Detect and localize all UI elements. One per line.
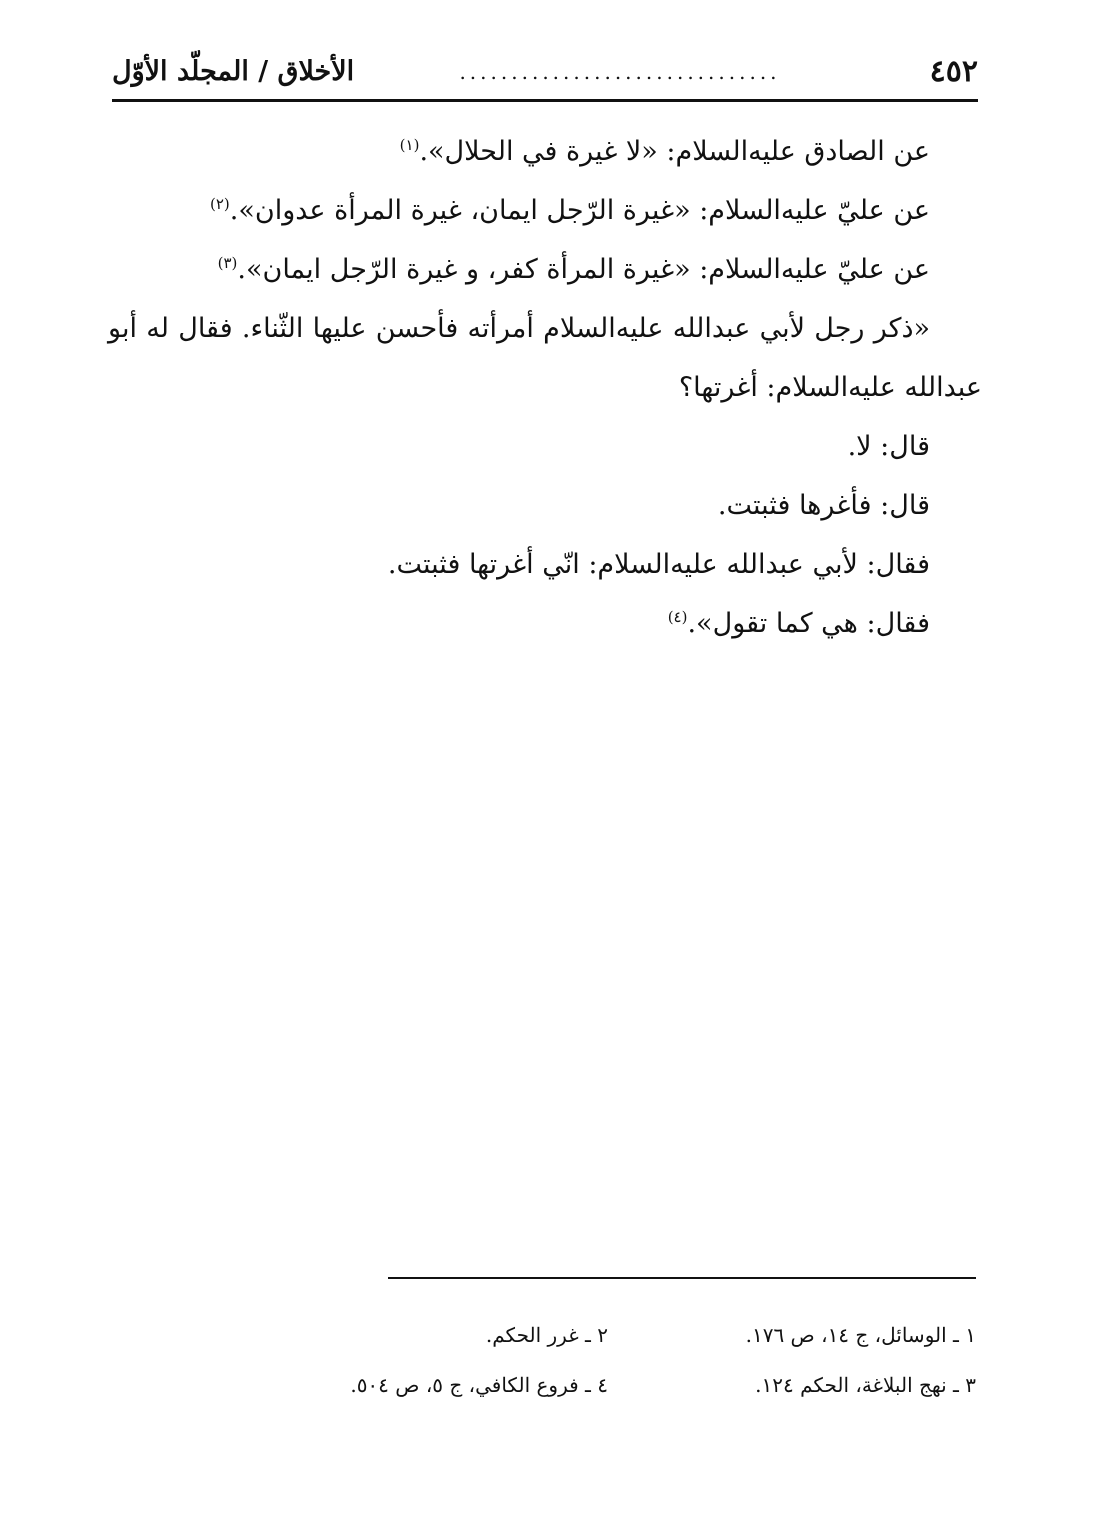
header-dot-leader: ...............................: [459, 60, 781, 84]
hadith-paragraph: عن الصادق عليه‌السلام: «لا غيرة في الحلال».$^{(١)}$: [399, 136, 930, 167]
running-title: الأخلاق / المجلّد الأوّل: [112, 56, 355, 87]
footnote-mark: (٤): [667, 608, 688, 626]
dialogue-line: قال: لا.: [847, 431, 930, 462]
footnote-item: ٣ ـ نهج البلاغة، الحكم ١٢٤.: [755, 1373, 976, 1397]
footnote-row: [240, 1360, 976, 1410]
dialogue-line: فقال: هي كما تقول».$^{(٤)}$: [667, 608, 930, 639]
footnote-rule: [388, 1277, 976, 1279]
header-rule: [112, 99, 978, 102]
hadith-paragraph: عن عليّ عليه‌السلام: «غيرة الرّجل ايمان، غيرة المرأة عدوان».$^{(٢)}$: [209, 195, 930, 226]
footnote-item: ١ ـ الوسائل، ج ١٤، ص ١٧٦.: [745, 1323, 976, 1347]
footnote-item: ٢ ـ غرر الحكم.: [485, 1323, 608, 1347]
page-number: ٤٥٢: [929, 54, 978, 89]
dialogue-line: فقال: لأبي عبدالله عليه‌السلام: انّي أغرتها فثبتت.: [387, 549, 930, 580]
footnote-mark: (١): [399, 136, 420, 154]
footnote-item: ٤ ـ فروع الكافي، ج ٥، ص ٥٠٤.: [350, 1373, 608, 1397]
hadith-paragraph: عن عليّ عليه‌السلام: «غيرة المرأة كفر، و غيرة الرّجل ايمان».$^{(٣)}$: [217, 254, 930, 285]
dialogue-line: قال: فأغرها فثبتت.: [717, 490, 930, 521]
body-text: [108, 122, 982, 653]
footnote-mark: (٣): [217, 254, 238, 272]
hadith-paragraph: «ذكر رجل لأبي عبدالله عليه‌السلام أمرأته فأحسن عليها الثّناء. فقال له أبو عبدالله عليه‌السلام: أغرتها؟: [108, 313, 982, 403]
page-header: [112, 52, 978, 96]
footnotes: [240, 1310, 976, 1410]
footnote-mark: (٢): [209, 195, 230, 213]
footnote-row: [240, 1310, 976, 1360]
